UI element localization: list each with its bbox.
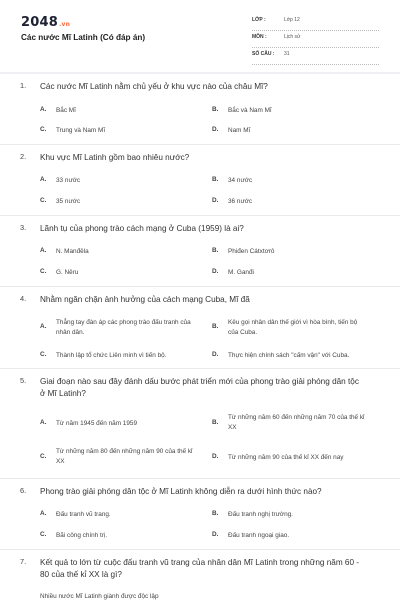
meta-value: Lớp 12 (284, 17, 300, 23)
option-letter: A. (40, 510, 47, 517)
option-text: Thành lập tổ chức Liên minh vì tiến bộ. (56, 352, 167, 359)
option-text: Thẳng tay đàn áp các phong trào đấu tranh của nhân dân. (56, 319, 191, 336)
option-text: Từ những năm 80 đến những năm 90 của thế kỉ XX (56, 448, 193, 465)
option-text: G. Nêru (56, 269, 79, 276)
question-text: Giai đoạn nào sau đây đánh dấu bước phát triển mới của phong trào giải phóng dân tộc ở Mĩ Latinh? (40, 377, 359, 398)
option-letter: C. (40, 531, 47, 538)
question-text: Lãnh tụ của phong trào cách mạng ở Cuba (1959) là ai? (40, 224, 244, 233)
option-text: 35 nước (56, 198, 81, 205)
question-text: Các nước Mĩ Latinh nằm chủ yếu ở khu vực nào của châu Mĩ? (40, 82, 268, 91)
question-number: 3. (20, 223, 27, 232)
logo-main: 2048 (21, 15, 58, 30)
option-letter: C. (40, 197, 47, 204)
option-letter: D. (212, 268, 219, 275)
header-divider (0, 72, 400, 74)
option-text: Bắc và Nam Mĩ (228, 107, 272, 114)
question-divider (0, 215, 400, 216)
question-text: Khu vực Mĩ Latinh gồm bao nhiêu nước? (40, 153, 190, 162)
option-letter: B. (212, 323, 219, 330)
question-number: 7. (20, 557, 27, 566)
worksheet-meta (252, 14, 379, 65)
document-title: Các nước Mĩ Latinh (Có đáp án) (21, 33, 146, 42)
option-text: 34 nước (228, 177, 253, 184)
option-text: N. Manđêla (56, 248, 89, 255)
site-logo[interactable] (21, 15, 70, 30)
option-letter: A. (40, 323, 47, 330)
question-divider (0, 286, 400, 287)
question-number: 2. (20, 152, 27, 161)
option-text: Phiđen Cátxtơrô (228, 248, 275, 255)
option-text: Từ những năm 90 của thế kỉ XX đến nay (228, 454, 344, 461)
option-text: Trung và Nam Mĩ (56, 127, 106, 134)
option-text: Đấu tranh nghị trường. (228, 511, 293, 518)
option-letter: C. (40, 126, 47, 133)
meta-row-class (252, 14, 379, 31)
meta-value: Lịch sử (284, 34, 301, 40)
meta-label: SỐ CÂU : (252, 51, 275, 57)
option-letter: C. (40, 351, 47, 358)
option-text: Từ năm 1945 đến năm 1959 (56, 420, 138, 427)
question-number: 1. (20, 81, 27, 90)
option-letter: B. (212, 510, 219, 517)
option-text: Nhiều nước Mĩ Latinh giành được độc lập (40, 593, 159, 600)
option-letter: D. (212, 531, 219, 538)
option-text: Đấu tranh ngoại giao. (228, 532, 290, 539)
option-letter: A. (40, 419, 47, 426)
question-text: Phong trào giải phóng dân tộc ở Mĩ Latinh không diễn ra dưới hình thức nào? (40, 487, 322, 496)
option-letter: D. (212, 126, 219, 133)
option-text: 33 nước (56, 177, 81, 184)
option-letter: A. (40, 176, 47, 183)
logo-suffix: .vn (58, 21, 71, 28)
meta-label: LỚP : (252, 17, 266, 23)
option-text: Bắc Mĩ (56, 107, 76, 114)
option-letter: A. (40, 247, 47, 254)
option-letter: B. (212, 106, 219, 113)
question-text: Kết quả to lớn từ cuộc đấu tranh vũ trang của nhân dân Mĩ Latinh trong những năm 60 - 80 của thế kỉ XX là gì? (40, 558, 360, 579)
question-divider (0, 478, 400, 479)
meta-value: 31 (284, 51, 290, 57)
question-number: 6. (20, 486, 27, 495)
option-letter: C. (40, 453, 47, 460)
meta-row-subject (252, 31, 379, 48)
option-letter: D. (212, 351, 219, 358)
meta-row-count (252, 48, 379, 65)
option-letter: B. (212, 419, 219, 426)
option-letter: B. (212, 176, 219, 183)
question-number: 4. (20, 294, 27, 303)
question-divider (0, 144, 400, 145)
option-text: Đấu tranh vũ trang. (56, 511, 111, 518)
question-divider (0, 549, 400, 550)
option-text: Kêu gọi nhân dân thế giới vì hòa bình, tiến bộ của Cuba. (228, 319, 358, 336)
option-letter: D. (212, 453, 219, 460)
option-letter: D. (212, 197, 219, 204)
option-letter: A. (40, 106, 47, 113)
question-text: Nhằm ngăn chặn ảnh hưởng của cách mạng Cuba, Mĩ đã (40, 295, 250, 304)
option-text: 36 nước (228, 198, 253, 205)
question-number: 5. (20, 376, 27, 385)
meta-label: MÔN : (252, 34, 267, 40)
option-letter: C. (40, 268, 47, 275)
worksheet-header (0, 0, 400, 74)
option-text: Nam Mĩ (228, 127, 251, 134)
option-letter: B. (212, 247, 219, 254)
option-text: M. Ganđi (228, 269, 254, 276)
option-text: Bãi công chính trị. (56, 532, 108, 539)
question-divider (0, 368, 400, 369)
option-text: Thực hiện chính sách "cấm vận" với Cuba. (228, 352, 350, 359)
option-text: Từ những năm 60 đến những năm 70 của thế kỉ XX (228, 414, 365, 431)
